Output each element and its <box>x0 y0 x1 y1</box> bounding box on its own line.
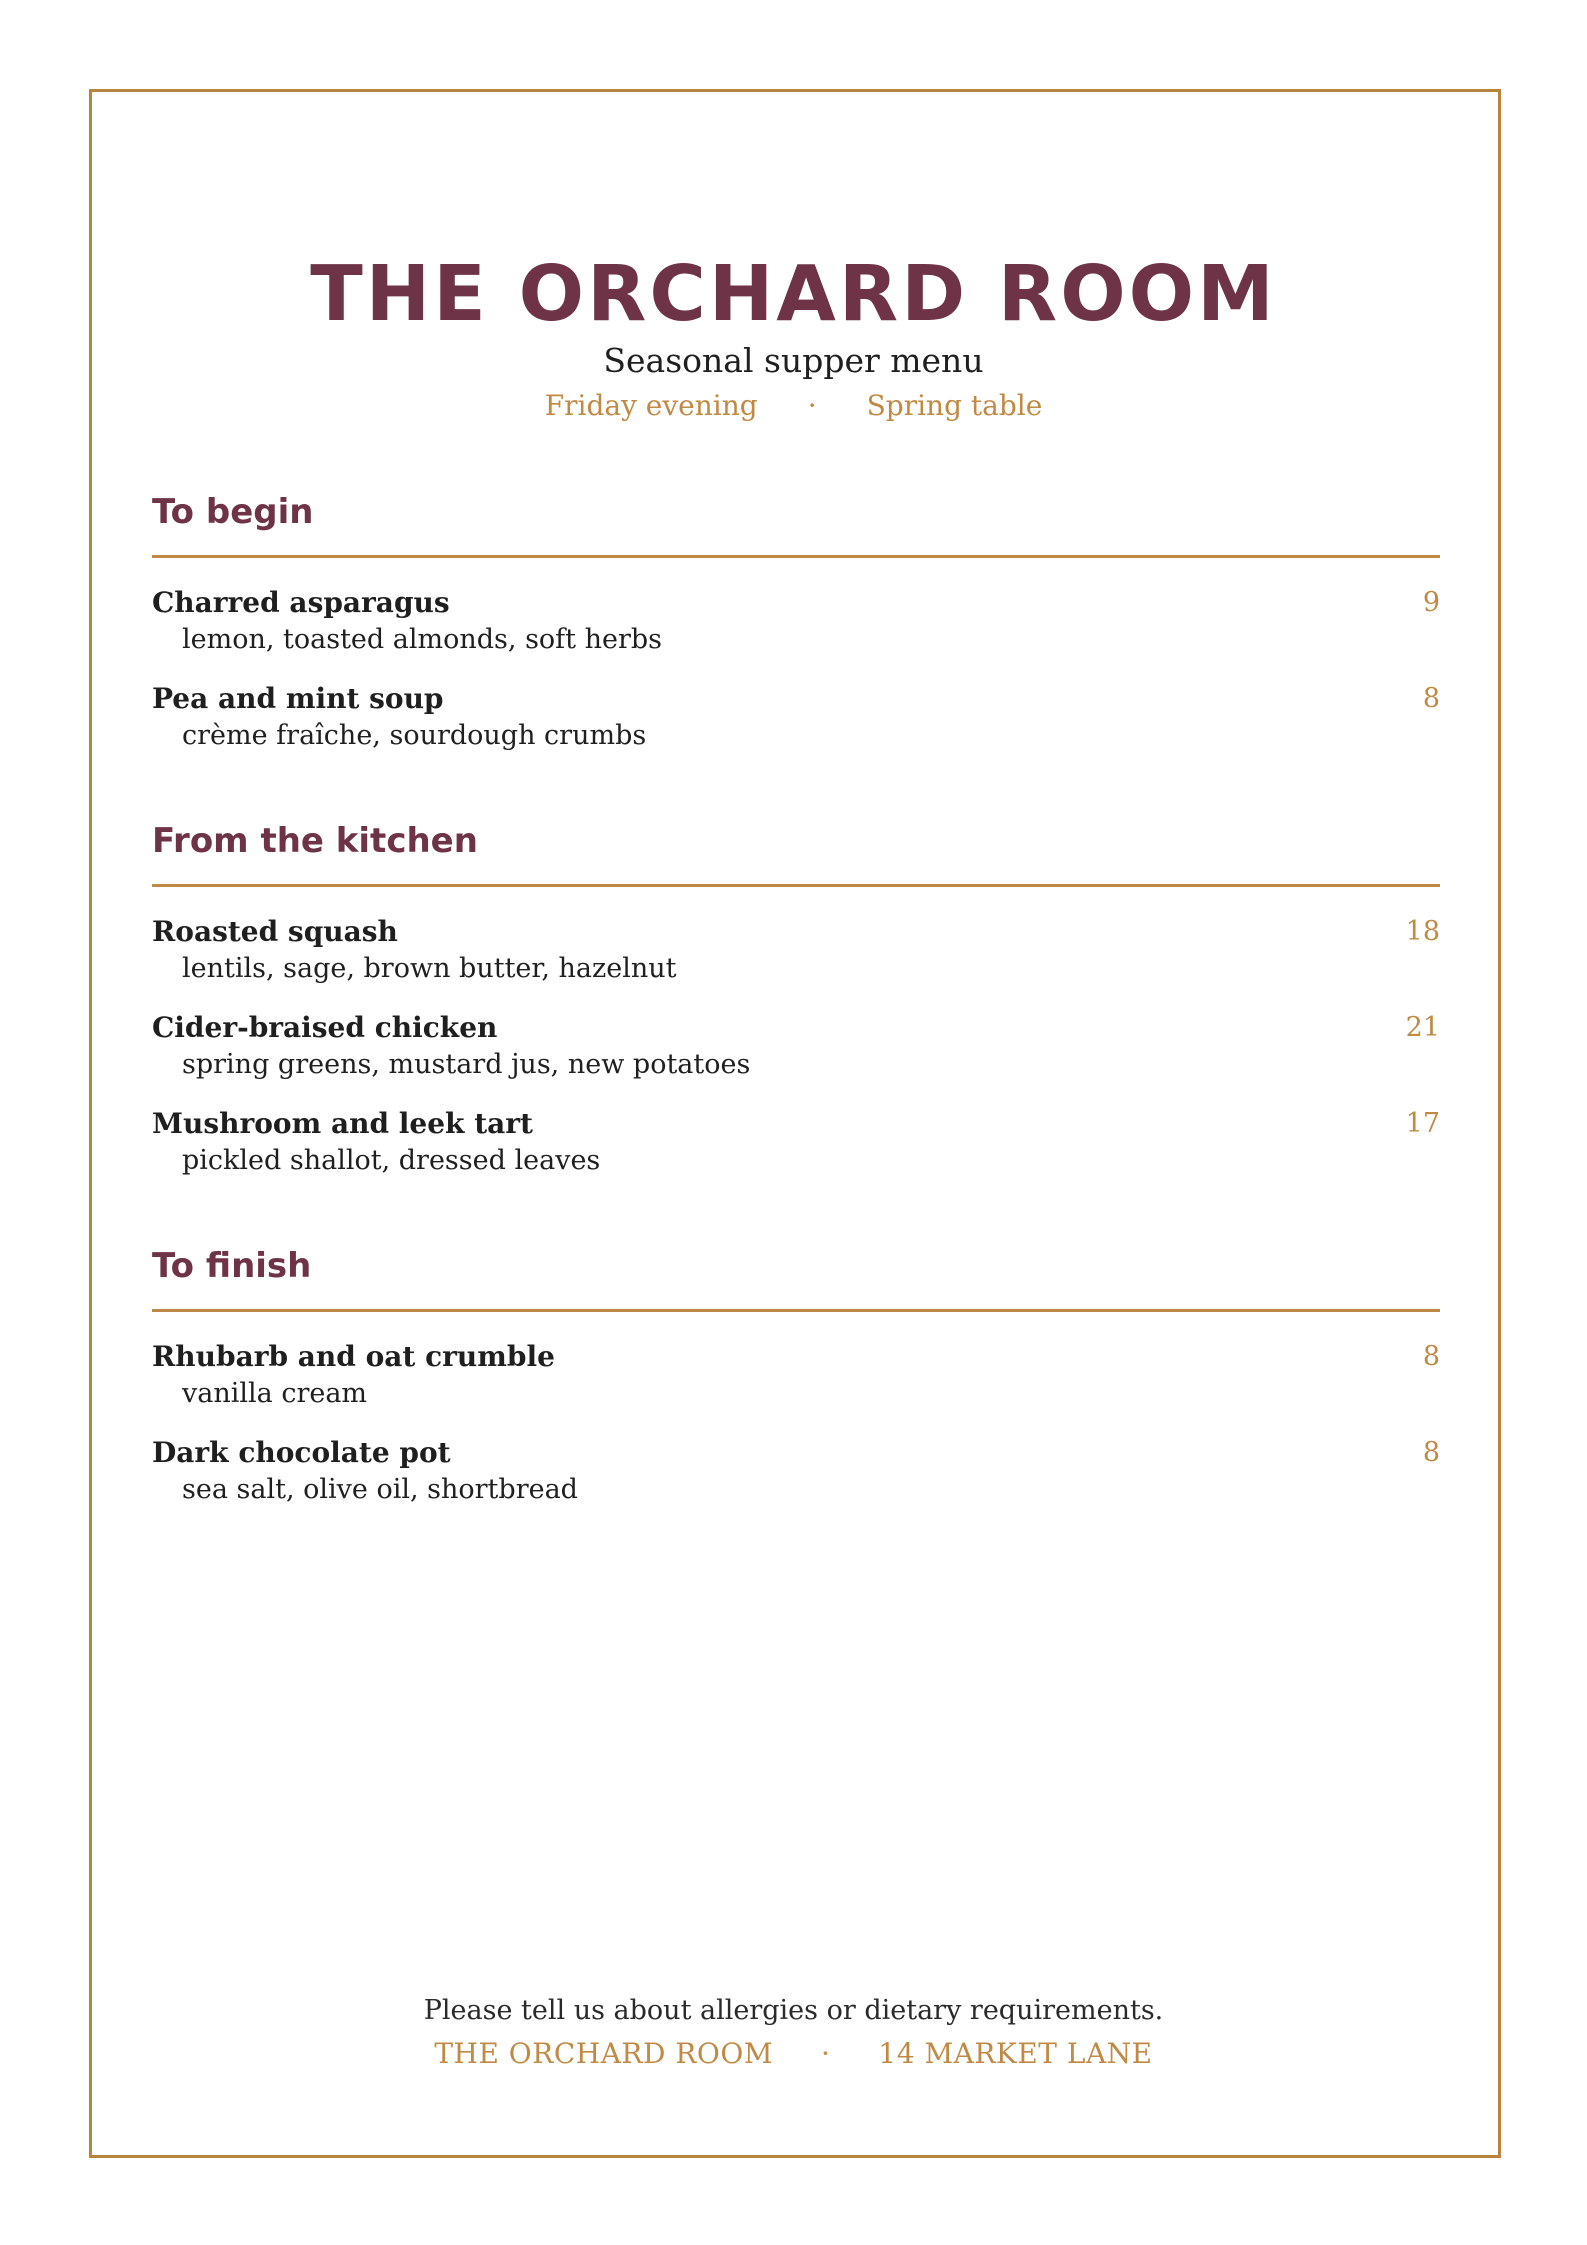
footer-address-line <box>0 2034 1587 2074</box>
item-name: Cider-braised chicken <box>152 1011 498 1044</box>
item-price: 8 <box>1422 1437 1440 1468</box>
section-title: From the kitchen <box>152 821 478 861</box>
item-description: pickled shallot, dressed leaves <box>182 1145 601 1176</box>
meta-season: Spring table <box>866 389 1043 422</box>
menu-item <box>152 1435 1440 1531</box>
item-name: Roasted squash <box>152 915 398 948</box>
section-to-begin <box>152 488 1440 777</box>
section-divider <box>152 884 1440 887</box>
item-description: crème fraîche, sourdough crumbs <box>182 720 647 751</box>
menu-footer <box>0 1992 1587 2074</box>
item-description: vanilla cream <box>182 1378 368 1409</box>
meta-day: Friday evening <box>544 389 758 422</box>
menu-item <box>152 1010 1440 1106</box>
item-description: spring greens, mustard jus, new potatoes <box>182 1049 751 1080</box>
item-price: 21 <box>1405 1012 1440 1043</box>
menu-item <box>152 1339 1440 1435</box>
item-price: 8 <box>1422 683 1440 714</box>
menu-item <box>152 585 1440 681</box>
allergy-note: Please tell us about allergies or dietary requirements. <box>423 1995 1164 2026</box>
item-price: 9 <box>1422 587 1440 618</box>
section-to-finish <box>152 1242 1440 1531</box>
section-title: To finish <box>152 1246 312 1286</box>
item-name: Pea and mint soup <box>152 682 444 715</box>
section-divider <box>152 555 1440 558</box>
menu-header <box>0 250 1587 424</box>
footer-separator: · <box>821 2037 831 2070</box>
menu-content <box>152 488 1440 1531</box>
section-title: To begin <box>152 492 314 532</box>
footer-restaurant-name: THE ORCHARD ROOM <box>434 2037 774 2070</box>
item-price: 17 <box>1405 1108 1440 1139</box>
item-description: sea salt, olive oil, shortbread <box>182 1474 578 1505</box>
item-name: Mushroom and leek tart <box>152 1107 533 1140</box>
menu-item <box>152 914 1440 1010</box>
item-name: Charred asparagus <box>152 586 450 619</box>
item-description: lemon, toasted almonds, soft herbs <box>182 624 663 655</box>
footer-address: 14 MARKET LANE <box>878 2037 1153 2070</box>
section-divider <box>152 1309 1440 1312</box>
menu-subtitle: Seasonal supper menu <box>603 341 984 380</box>
item-price: 8 <box>1422 1341 1440 1372</box>
item-price: 18 <box>1405 916 1440 947</box>
menu-item <box>152 681 1440 777</box>
meta-separator: · <box>807 389 817 422</box>
item-description: lentils, sage, brown butter, hazelnut <box>182 953 677 984</box>
section-from-the-kitchen <box>152 817 1440 1202</box>
menu-meta <box>0 388 1587 424</box>
menu-item <box>152 1106 1440 1202</box>
item-name: Dark chocolate pot <box>152 1436 451 1469</box>
restaurant-title: THE ORCHARD ROOM <box>310 250 1277 339</box>
item-name: Rhubarb and oat crumble <box>152 1340 555 1373</box>
